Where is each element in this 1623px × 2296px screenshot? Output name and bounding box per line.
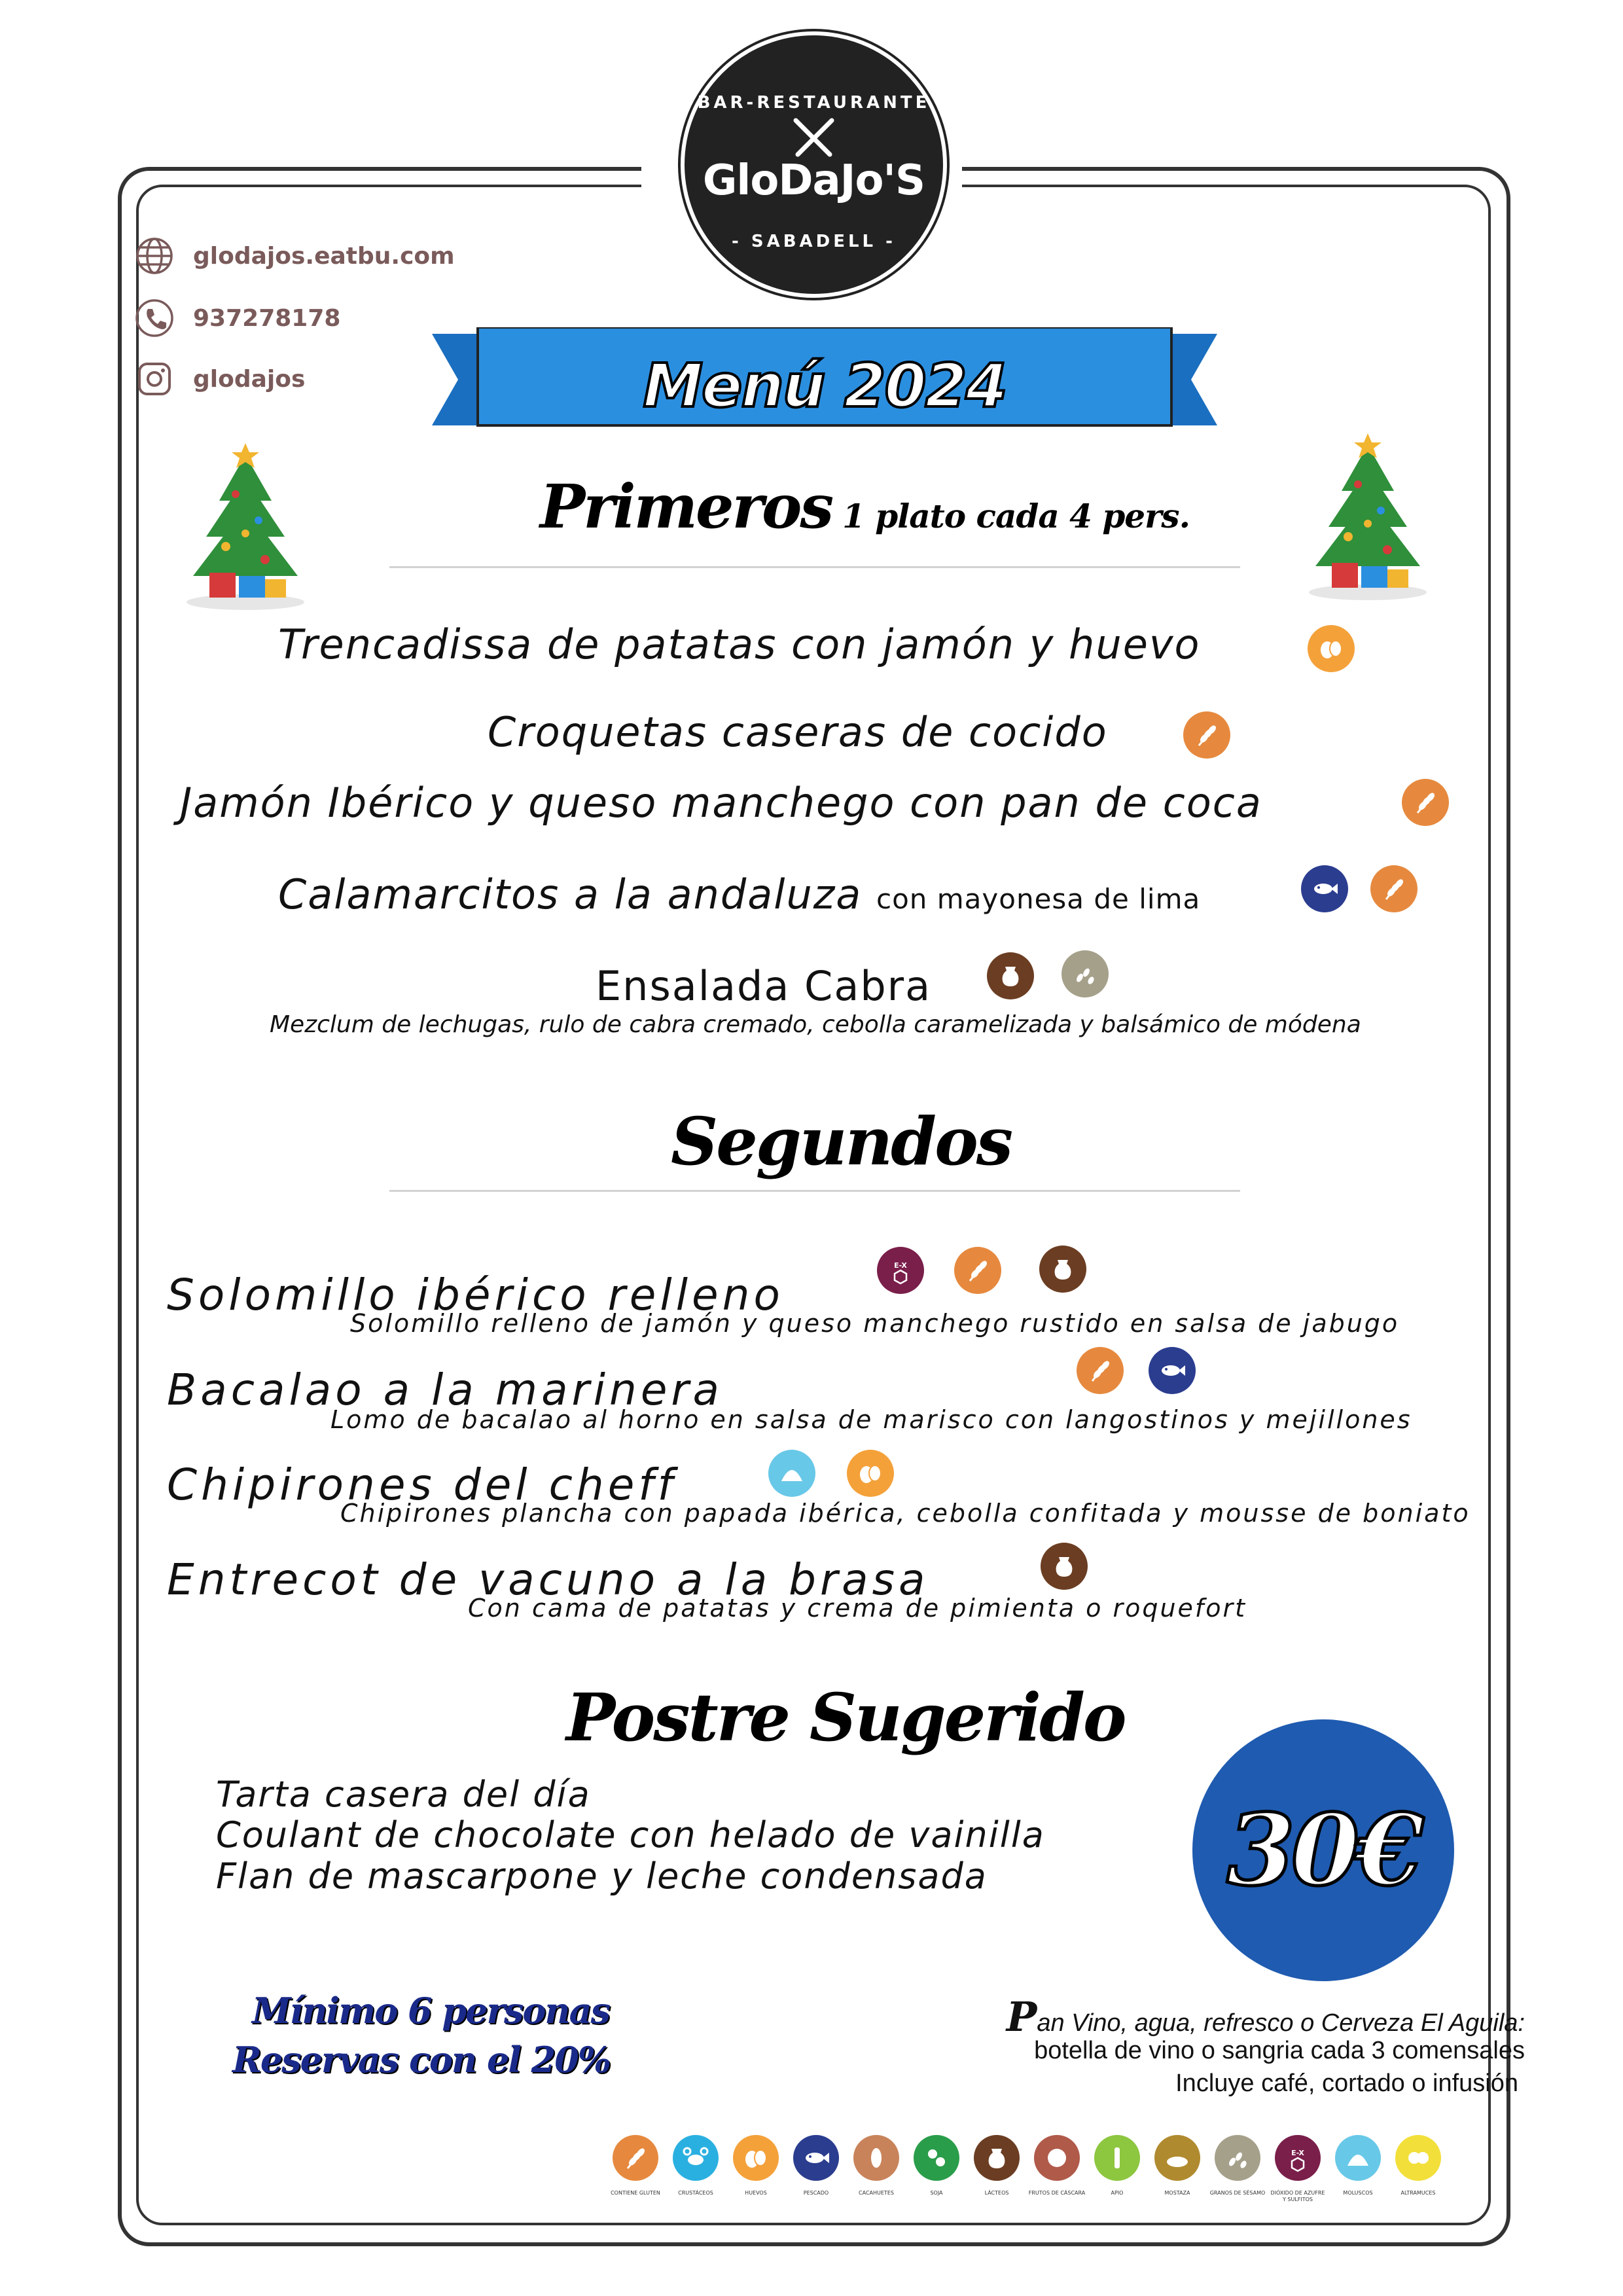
legend-item-gluten [605,2135,666,2203]
legend-item-crustaceos [666,2135,726,2203]
dish-description: Solomillo relleno de jamón y queso manchego rustido en salsa de jabugo [350,1309,1400,1338]
contact-phone[interactable] [134,298,340,338]
dish-title: Calamarcitos a la andaluza [278,870,863,918]
dish-description: Chipirones plancha con papada ibérica, cebolla confitada y mousse de boniato [340,1499,1471,1528]
fish-icon [793,2135,839,2181]
sulphite-icon [1275,2135,1321,2181]
legend-item-cacahuetes [846,2135,906,2203]
legend-item-sulfitos [1268,2135,1328,2203]
legend-item-pescado [786,2135,846,2203]
eggs-icon [1308,625,1355,672]
menu-banner [432,327,1217,445]
wheat-icon [1077,1347,1124,1394]
lupin-icon [1395,2135,1441,2181]
milk-jug-icon [1039,1246,1086,1293]
price-badge [1192,1719,1454,1981]
christmas-tree-icon [180,442,311,612]
dish-name: Ensalada Cabra [596,962,932,1010]
svg-text:E-X: E-X [894,1261,907,1270]
dessert-item: Coulant de chocolate con helado de vainilla [216,1814,1045,1856]
crab-icon [673,2135,719,2181]
dish-name [278,870,1200,918]
dish-description: Mezclum de lechugas, rulo de cabra cremado, cebolla caramelizada y balsámico de módena [270,1011,1361,1038]
instagram-icon [134,359,175,399]
menu-title: Menú 2024 [643,351,1007,421]
legend-label: DIÓXIDO DE AZUFRE Y SULFITOS [1270,2190,1325,2202]
shell-icon [768,1450,815,1497]
primeros-note: 1 plato cada 4 pers. [842,497,1190,535]
milk-jug-icon [987,952,1034,999]
legend-item-frutos_cascara [1027,2135,1087,2203]
drinks-initial: P [1006,1993,1037,2041]
phone-number: 937278178 [193,304,341,332]
phone-icon [134,298,175,338]
instagram-handle: glodajos [193,365,306,393]
legend-label: CRUSTÁCEOS [678,2190,713,2196]
dish-name: Entrecot de vacuno a la brasa [167,1554,929,1605]
legend-item-huevos [726,2135,786,2203]
wheat-icon [954,1247,1001,1294]
legend-label: CACAHUETES [859,2190,894,2196]
legend-item-altramuces [1388,2135,1448,2203]
soy-icon [914,2135,959,2181]
minimum-people: Mínimo 6 personas [252,1990,610,2032]
divider [389,566,1240,568]
eggs-icon [733,2135,779,2181]
christmas-tree-icon [1302,432,1433,602]
section-title-primeros [540,471,1190,542]
sulphite-icon [877,1247,924,1294]
legend-item-sesamo [1207,2135,1268,2203]
legend-item-moluscos [1328,2135,1388,2203]
dish-name: Chipirones del cheff [167,1460,677,1510]
drinks-line3: Incluye café, cortado o infusión [1175,2070,1518,2097]
fish-icon [1301,865,1348,912]
price-value: 30€ [1226,1793,1420,1908]
fork-knife-icon [789,114,838,160]
peanut-icon [853,2135,899,2181]
celery-icon [1094,2135,1140,2181]
wheat-icon [613,2135,658,2181]
dish-description: Lomo de bacalao al horno en salsa de marisco con langostinos y mejillones [330,1405,1412,1434]
mustard-icon [1154,2135,1200,2181]
legend-label: SOJA [930,2190,943,2196]
postre-title: Postre Sugerido [566,1679,1125,1756]
legend-item-soja [906,2135,967,2203]
legend-item-lacteos [967,2135,1027,2203]
dessert-item: Flan de mascarpone y leche condensada [216,1856,988,1897]
legend-label: APIO [1111,2190,1124,2196]
legend-label: GRANOS DE SÉSAMO [1209,2190,1266,2196]
legend-label: ALTRAMUCES [1400,2190,1436,2196]
sesame-icon [1061,950,1109,997]
allergen-legend [605,2135,1448,2203]
svg-text:E-X: E-X [1291,2149,1304,2157]
legend-label: LÁCTEOS [984,2190,1009,2196]
drinks-line1 [1007,1993,1525,2041]
wheat-icon [1402,779,1449,826]
dish-description: Con cama de patatas y crema de pimienta o roquefort [468,1594,1247,1623]
logo-bottom-text: - SABADELL - [732,232,896,251]
dessert-item: Tarta casera del día [216,1774,591,1815]
legend-label: MOLUSCOS [1343,2190,1373,2196]
logo-top-text: BAR-RESTAURANTE [697,93,931,113]
wheat-icon [1370,865,1418,912]
primeros-title: Primeros [540,471,832,542]
web-url: glodajos.eatbu.com [193,242,455,270]
nut-icon [1034,2135,1080,2181]
contact-web[interactable] [134,236,455,276]
milk-jug-icon [974,2135,1020,2181]
legend-label: MOSTAZA [1164,2190,1190,2196]
milk-jug-icon [1041,1543,1088,1590]
drinks-text: an Vino, agua, refresco o Cerveza El Aguila: [1037,2009,1525,2037]
wheat-icon [1183,711,1230,759]
globe-icon [134,236,175,276]
legend-label: PESCADO [803,2190,829,2196]
eggs-icon [847,1450,894,1497]
legend-label: FRUTOS DE CÁSCARA [1028,2190,1086,2196]
segundos-title: Segundos [671,1103,1012,1180]
shell-icon [1335,2135,1381,2181]
restaurant-logo [681,31,947,298]
divider [389,1190,1240,1192]
dish-extra: con mayonesa de lima [876,883,1201,915]
reservation-deposit: Reservas con el 20% [232,2039,611,2081]
fish-icon [1149,1347,1196,1394]
legend-item-mostaza [1147,2135,1207,2203]
sesame-icon [1215,2135,1260,2181]
legend-label: HUEVOS [745,2190,767,2196]
dish-name: Croquetas caseras de cocido [488,708,1108,756]
legend-label: CONTIENE GLUTEN [611,2190,660,2196]
legend-item-apio [1087,2135,1147,2203]
dish-name: Bacalao a la marinera [167,1365,724,1415]
dish-name: Solomillo ibérico relleno [167,1270,784,1320]
dish-name: Trencadissa de patatas con jamón y huevo [278,620,1201,668]
drinks-line2: botella de vino o sangria cada 3 comensales [1034,2037,1525,2064]
dish-name: Jamón Ibérico y queso manchego con pan de coca [180,779,1262,827]
logo-name: GloDaJo'S [702,156,925,205]
contact-instagram[interactable] [134,359,305,399]
